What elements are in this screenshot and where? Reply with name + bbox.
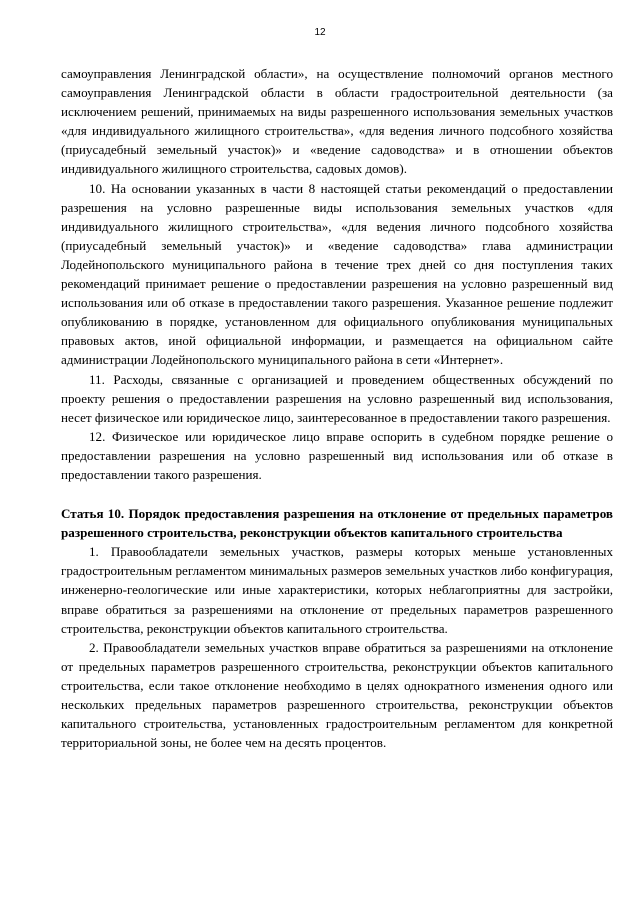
article-10-heading: Статья 10. Порядок предоставления разрешения на отклонение от предельных параметров разрешенного строительства, реконструкции объектов капитального строительства	[61, 506, 613, 541]
article-10-paragraph-1: 1. Правообладатели земельных участков, размеры которых меньше установленных градостроительным регламентом минимальных размеров земельных участков либо конфигурация, инженерно-геологические или иные характеристики, которых неблагоприятны для застройки, вправе обратиться за разрешениями на отклонение от предельных параметров разрешенного строительства, реконструкции объектов капитального строительства.	[61, 544, 613, 636]
paragraph-item-12: 12. Физическое или юридическое лицо вправе оспорить в судебном порядке решение о предоставлении разрешения на условно разрешенный вид использования или об отказе в предоставлении такого разрешения.	[61, 428, 613, 482]
paragraph-continuation: самоуправления Ленинградской области», на осуществление полномочий органов местного самоуправления Ленинградской области в области градостроительной деятельности (за исключением решений, принимаемых на виды разрешенного использования земельных участков «для индивидуального жилищного строительства», «для ведения личного подсобного хозяйства (приусадебный земельный участок)» и «ведение садоводства» и в отношении объектов индивидуального жилищного строительства, садовых домов).	[61, 66, 613, 177]
document-body	[61, 64, 613, 752]
article-10-paragraph-2: 2. Правообладатели земельных участков вправе обратиться за разрешениями на отклонение от предельных параметров разрешенного строительства, реконструкции объектов капитального строительства, если такое отклонение необходимо в целях однократного изменения одного или нескольких предельных параметров разрешенного строительства, реконструкции объектов капитального строительства, установленных градостроительным регламентом для конкретной территориальной зоны, не более чем на десять процентов.	[61, 639, 613, 751]
page-number: 12	[314, 27, 326, 38]
paragraph-item-10: 10. На основании указанных в части 8 настоящей статьи рекомендаций о предоставлении разрешения на условно разрешенные виды использования земельных участков «для индивидуального жилищного строительства», «для ведения личного подсобного хозяйства (приусадебный земельный участок)» и «ведение садоводства» глава администрации Лодейнопольского муниципального района в течение трех дней со дня поступления таких рекомендаций принимает решение о предоставлении разрешения на условно разрешенный вид использования или об отказе в предоставлении такого разрешения. Указанное решение подлежит опубликованию в порядке, установленном для официального опубликования муниципальных правовых актов, иной официальной информации, и размещается на официальном сайте администрации Лодейнопольского муниципального района в сети «Интернет».	[61, 180, 613, 368]
paragraph-item-11: 11. Расходы, связанные с организацией и проведением общественных обсуждений по проекту решения о предоставлении разрешения на условно разрешенный вид использования, несет физическое или юридическое лицо, заинтересованное в предоставлении такого разрешения.	[61, 371, 613, 425]
